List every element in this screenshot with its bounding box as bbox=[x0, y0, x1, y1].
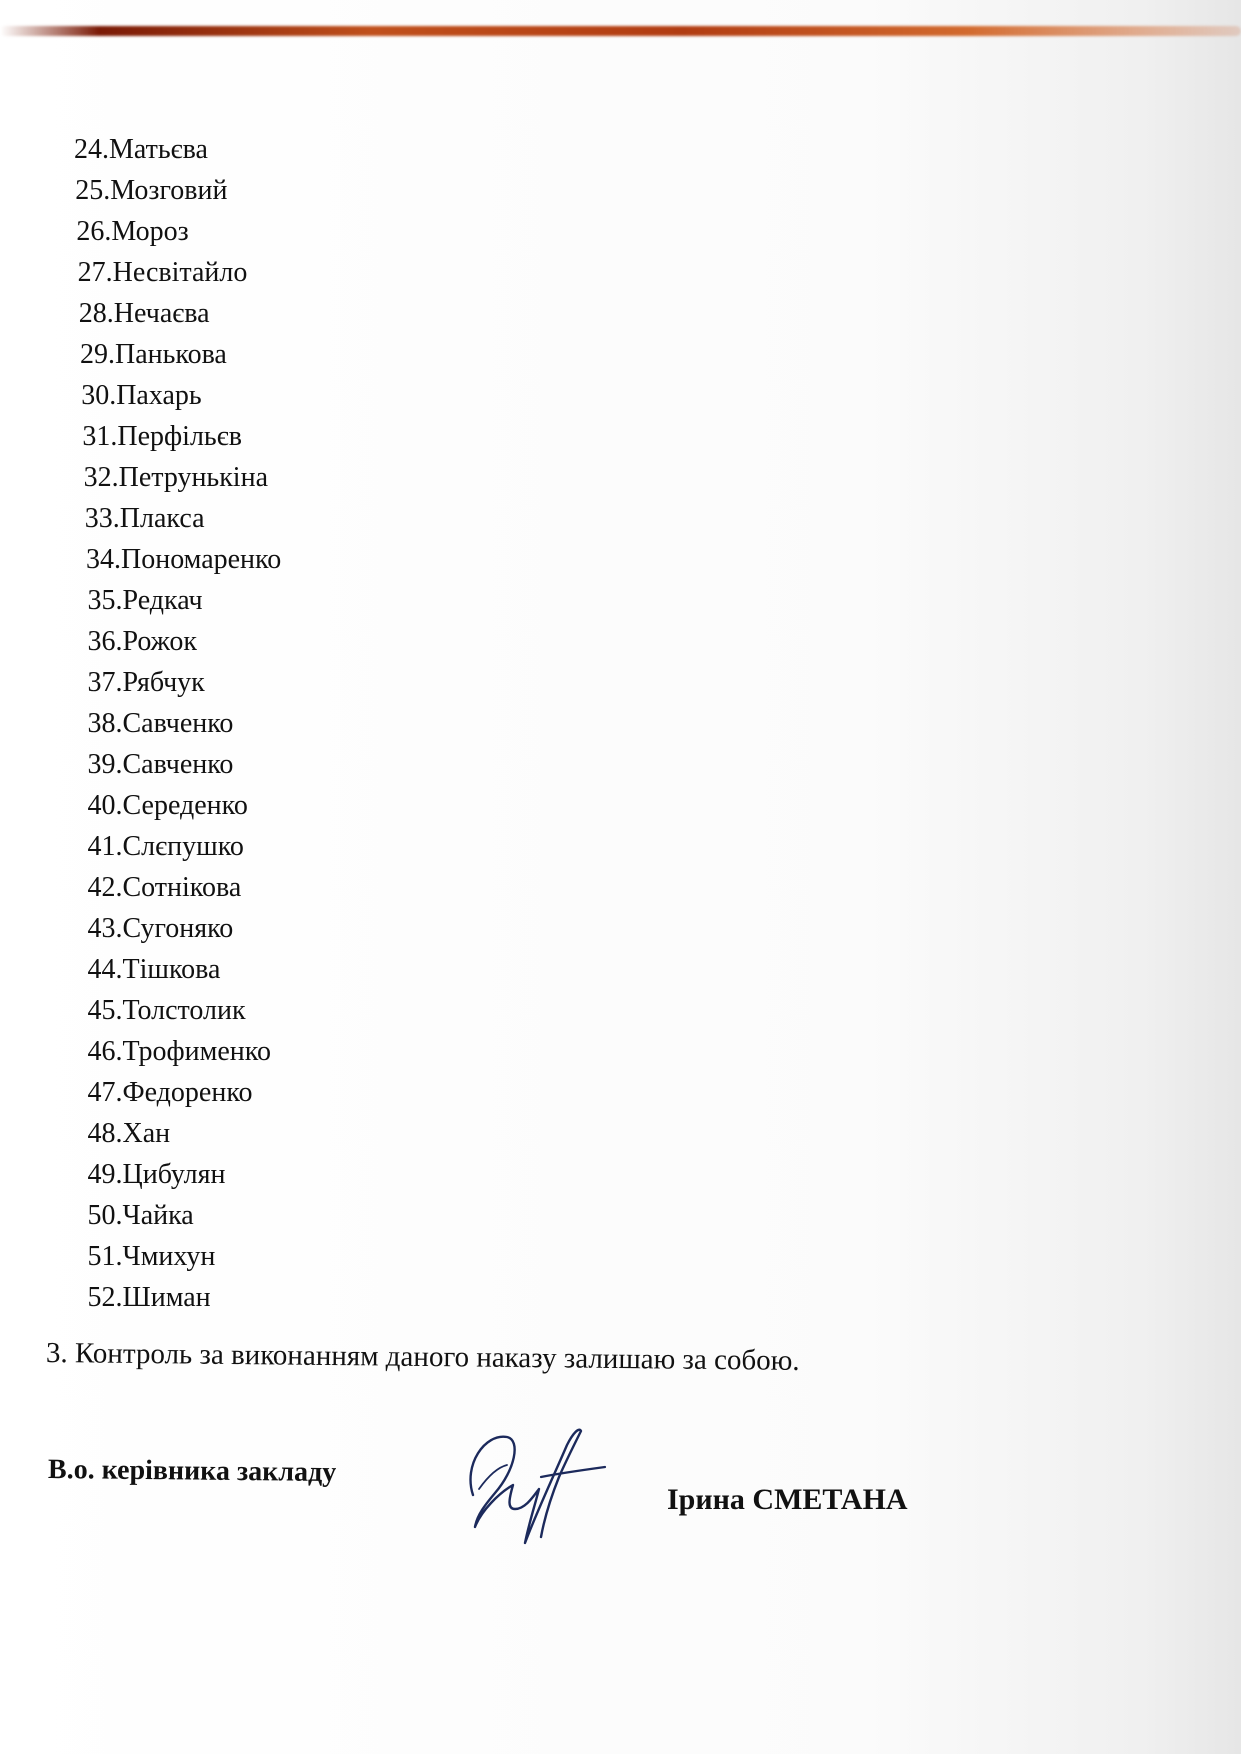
list-item bbox=[0, 621, 900, 662]
list-item-surname: Хан bbox=[122, 1118, 171, 1149]
signatory-name: Ірина СМЕТАНА bbox=[667, 1483, 908, 1516]
list-item-number: 50. bbox=[87, 1200, 123, 1231]
list-item-surname: Федоренко bbox=[122, 1077, 253, 1108]
list-item-surname: Пахарь bbox=[116, 380, 202, 411]
list-item-number: 43. bbox=[87, 913, 123, 944]
list-item-number: 36. bbox=[87, 626, 123, 657]
list-item bbox=[0, 867, 900, 908]
list-item bbox=[0, 1195, 900, 1236]
list-item bbox=[0, 252, 900, 293]
list-item bbox=[0, 785, 900, 826]
list-item bbox=[0, 1113, 900, 1154]
list-item-surname: Плакса bbox=[119, 503, 205, 534]
list-item bbox=[0, 375, 900, 416]
list-item-surname: Панькова bbox=[115, 339, 227, 370]
list-item-number: 26. bbox=[76, 216, 112, 247]
list-item-number: 25. bbox=[75, 175, 111, 206]
list-item bbox=[0, 826, 900, 867]
list-item bbox=[0, 457, 900, 498]
paragraph-3: 3. Контроль за виконанням даного наказу залишаю за собою. bbox=[45, 1337, 800, 1377]
list-item-surname: Пономаренко bbox=[121, 544, 282, 575]
list-item-number: 42. bbox=[87, 872, 123, 903]
list-item-number: 27. bbox=[77, 257, 113, 288]
list-item bbox=[0, 990, 900, 1031]
list-item-surname: Матьєва bbox=[109, 134, 208, 165]
list-item-number: 29. bbox=[80, 339, 115, 370]
list-item bbox=[0, 293, 900, 334]
list-item-number: 45. bbox=[87, 995, 123, 1026]
list-item-number: 47. bbox=[87, 1077, 123, 1108]
list-item bbox=[0, 580, 900, 621]
list-item-number: 48. bbox=[87, 1118, 123, 1149]
list-item bbox=[0, 908, 900, 949]
list-item-surname: Редкач bbox=[122, 585, 203, 616]
list-item-surname: Рожок bbox=[122, 626, 197, 657]
list-item-number: 41. bbox=[87, 831, 123, 862]
list-item-number: 39. bbox=[87, 749, 123, 780]
list-item-number: 32. bbox=[83, 462, 119, 493]
list-item-number: 38. bbox=[87, 708, 123, 739]
list-item-number: 49. bbox=[87, 1159, 123, 1190]
list-item-number: 35. bbox=[87, 585, 123, 616]
list-item-surname: Слєпушко bbox=[122, 831, 244, 862]
list-item bbox=[0, 539, 900, 580]
signatory-role: В.о. керівника закладу bbox=[47, 1454, 337, 1489]
list-item-number: 33. bbox=[84, 503, 120, 534]
list-item-surname: Шиман bbox=[122, 1282, 211, 1313]
list-item-surname: Савченко bbox=[122, 708, 234, 739]
list-item bbox=[0, 211, 900, 252]
list-item bbox=[0, 334, 900, 375]
list-item-surname: Рябчук bbox=[122, 667, 205, 698]
list-item-surname: Чайка bbox=[122, 1200, 194, 1231]
student-list bbox=[0, 129, 900, 1318]
list-item bbox=[0, 498, 900, 539]
list-item bbox=[0, 1154, 900, 1195]
list-item-surname: Нечаєва bbox=[113, 298, 210, 329]
list-item-surname: Середенко bbox=[122, 790, 248, 821]
list-item-surname: Сотнікова bbox=[122, 872, 242, 903]
list-item-surname: Тішкова bbox=[122, 954, 221, 985]
list-item-number: 37. bbox=[87, 667, 123, 698]
list-item-number: 24. bbox=[74, 134, 109, 165]
list-item-number: 30. bbox=[81, 380, 117, 411]
list-item bbox=[0, 1072, 900, 1113]
list-item-number: 31. bbox=[82, 421, 118, 452]
list-item-surname: Мороз bbox=[111, 216, 189, 247]
page-top-edge bbox=[0, 26, 1241, 36]
list-item-surname: Петрунькіна bbox=[118, 462, 268, 493]
list-item-number: 51. bbox=[87, 1241, 123, 1272]
list-item bbox=[0, 129, 900, 170]
list-item-surname: Сугоняко bbox=[122, 913, 234, 944]
list-item bbox=[0, 744, 900, 785]
list-item-number: 28. bbox=[78, 298, 114, 329]
list-item-surname: Несвітайло bbox=[112, 257, 248, 288]
list-item-surname: Мозговий bbox=[110, 175, 228, 206]
list-item-surname: Трофименко bbox=[122, 1036, 271, 1067]
list-item-surname: Перфільєв bbox=[117, 421, 242, 452]
list-item-number: 34. bbox=[86, 544, 121, 575]
list-item bbox=[0, 662, 900, 703]
list-item bbox=[0, 416, 900, 457]
list-item-number: 40. bbox=[87, 790, 123, 821]
list-item bbox=[0, 170, 900, 211]
list-item-number: 44. bbox=[87, 954, 123, 985]
list-item-surname: Савченко bbox=[122, 749, 234, 780]
list-item-surname: Цибулян bbox=[122, 1159, 226, 1190]
list-item-surname: Чмихун bbox=[122, 1241, 216, 1272]
list-item-number: 46. bbox=[87, 1036, 123, 1067]
list-item bbox=[0, 1236, 900, 1277]
list-item-number: 52. bbox=[87, 1282, 123, 1313]
list-item bbox=[0, 1031, 900, 1072]
list-item bbox=[0, 703, 900, 744]
list-item bbox=[0, 949, 900, 990]
handwritten-signature bbox=[455, 1415, 625, 1555]
list-item-surname: Толстолик bbox=[122, 995, 246, 1026]
list-item bbox=[0, 1277, 900, 1318]
